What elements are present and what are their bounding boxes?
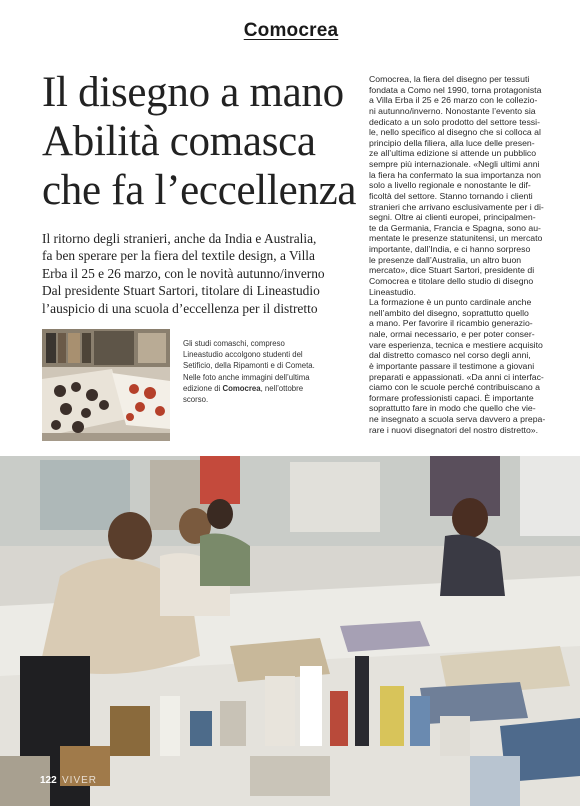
caption-text: edizione di (183, 383, 223, 393)
caption-line: scorso. (183, 395, 209, 405)
body-line: le, nello specifico al disegno che si colloca al (369, 127, 541, 138)
body-line: La formazione è un punto cardinale anche (369, 297, 532, 308)
body-line: ficoltà del settore. Stanno tornando i clienti (369, 190, 533, 201)
body-line: ne insegnato a scuola serva davvero a prepa- (369, 414, 546, 424)
standfirst-line: Erba il 25 e 26 marzo, con le novità autunno/inverno (42, 265, 325, 281)
body-line: ciamo con le scuole perché contribuiscano a (369, 382, 540, 393)
caption-line: Lineastudio accolgono studenti del (183, 350, 303, 360)
magazine-label: VIVER (62, 775, 98, 786)
studio-thumbnail-illustration (42, 329, 170, 441)
caption-line: Setificio, della Ripamonti e di Cometa. (183, 361, 315, 371)
standfirst-line: l’auspicio di una scuola d’eccellenza per il distretto (42, 300, 318, 316)
workshop-photo (0, 456, 580, 806)
body-line: a mano. Per favorire il ricambio generazio- (369, 318, 533, 329)
caption-text: , nell’ottobre (260, 383, 304, 393)
body-line: preparati e appassionati. «Da anni ci interfac- (369, 371, 544, 382)
body-line: Lineastudio. (369, 286, 416, 297)
workshop-illustration (0, 456, 580, 806)
caption-line (183, 383, 345, 394)
body-line: rare i nuovi disegnatori del nostro distretto». (369, 424, 539, 435)
body-line: Comocrea, la fiera del disegno per tessuti (369, 74, 530, 84)
headline-line: Abilità comasca (42, 118, 316, 165)
photo-caption (183, 338, 345, 405)
caption-line: Nelle foto anche immagini dell’ultima (183, 372, 310, 382)
headline-line: che fa l’eccellenza (42, 167, 357, 214)
body-line: mercato», dice Stuart Sartori, presidente di (369, 265, 535, 276)
caption-line: Gli studi comaschi, compreso (183, 339, 285, 348)
body-line: principio della filiera, alla luce delle presen- (369, 137, 535, 148)
body-line: formare professionisti capaci. È importante (369, 392, 534, 403)
standfirst-line: fa ben sperare per la fiera del textile design, a Villa (42, 248, 315, 264)
studio-thumbnail-photo (42, 329, 170, 441)
section-title: Comocrea (243, 20, 339, 41)
body-line: mentate le presenze statunitensi, un mercato (369, 233, 543, 244)
headline (42, 68, 357, 215)
body-line: sempre più internazionale. «Negli ultimi anni (369, 159, 540, 169)
body-line: te da Germania, Francia e Spagna, sono au- (369, 222, 541, 233)
body-line: a Villa Erba il 25 e 26 marzo con le collezio- (369, 95, 538, 106)
body-line: segni. Oltre ai clienti europei, principalmen- (369, 212, 536, 223)
standfirst-line: Il ritorno degli stranieri, anche da India e Australia, (42, 231, 317, 246)
standfirst-line: Dal presidente Stuart Sartori, titolare di Lineastudio (42, 283, 320, 299)
caption-brand: Comocrea (222, 383, 261, 393)
body-line: ni autunno/inverno. Nonostante l’evento sia (369, 105, 536, 116)
body-line: è importante passare il testimone a giovani (369, 360, 535, 371)
body-line: le presenze dall’Australia, un altro buon (369, 254, 522, 265)
page-number: 122 (40, 775, 57, 786)
body-line: Comocrea e titolare dello studio di disegno (369, 275, 534, 286)
body-line: dedicato a un solo prodotto del settore tessi- (369, 116, 540, 127)
standfirst (42, 230, 347, 317)
body-line: nale, ormai necessario, e per poter conser- (369, 329, 535, 339)
body-line: soprattutto fare in modo che quello che vie- (369, 403, 536, 414)
body-line: solo a livello regionale e nonostante le dif- (369, 180, 531, 191)
body-line: importante, dall’India, e ci hanno sorpreso (369, 244, 531, 254)
body-column (369, 74, 559, 435)
body-line: fondata a Como nel 1990, torna protagonista (369, 84, 542, 95)
headline-line: Il disegno a mano (42, 69, 344, 116)
body-line: vare esperienza, tecnica e mestiere acquisito (369, 339, 543, 350)
body-line: dal distretto comasco nel corso degli anni, (369, 350, 531, 361)
body-line: nell’ambito del disegno, soprattutto quello (369, 307, 529, 318)
body-line: la fiera ha confermato la sua importanza non (369, 169, 541, 180)
body-line: stranieri che arrivano esclusivamente per i di- (369, 201, 544, 212)
body-line: ze all’ultima edizione si attende un pubblico (369, 148, 537, 159)
